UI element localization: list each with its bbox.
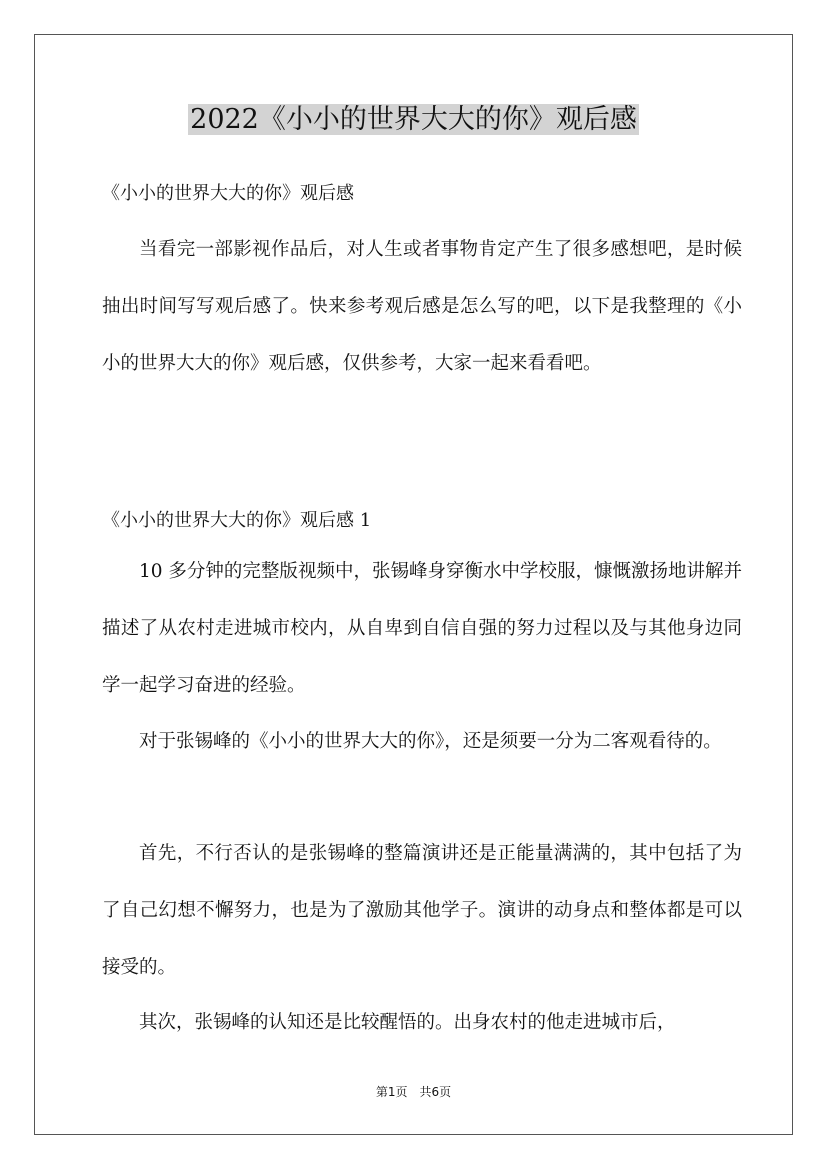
body-paragraph-4: 其次，张锡峰的认知还是比较醒悟的。出身农村的他走进城市后， <box>139 1012 676 1033</box>
document-title <box>0 100 827 140</box>
body-paragraph-2: 对于张锡峰的《小小的世界大大的你》，还是须要一分为二客观看待的。 <box>139 731 722 752</box>
body-paragraph-3: 首先，不行否认的是张锡峰的整篇演讲还是正能量满满的，其中包括了为了自己幻想不懈努力，也是为了激励其他学子。演讲的动身点和整体都是可以接受的。 <box>102 843 742 978</box>
page-footer: 第1页 共6页 <box>375 1085 452 1099</box>
document-title-text: 2022《小小的世界大大的你》观后感 <box>190 104 637 135</box>
section-heading: 《小小的世界大大的你》观后感 1 <box>102 510 372 531</box>
subtitle: 《小小的世界大大的你》观后感 <box>102 183 354 204</box>
intro-paragraph: 当看完一部影视作品后，对人生或者事物肯定产生了很多感想吧，是时候抽出时间写写观后感了。快来参考观后感是怎么写的吧，以下是我整理的《小小的世界大大的你》观后感，仅供参考，大家一起来看看吧。 <box>102 239 742 374</box>
body-paragraph-1: 10 多分钟的完整版视频中，张锡峰身穿衡水中学校服，慷慨激扬地讲解并描述了从农村走进城市校内，从自卑到自信自强的努力过程以及与其他身边同学一起学习奋进的经验。 <box>102 561 742 696</box>
